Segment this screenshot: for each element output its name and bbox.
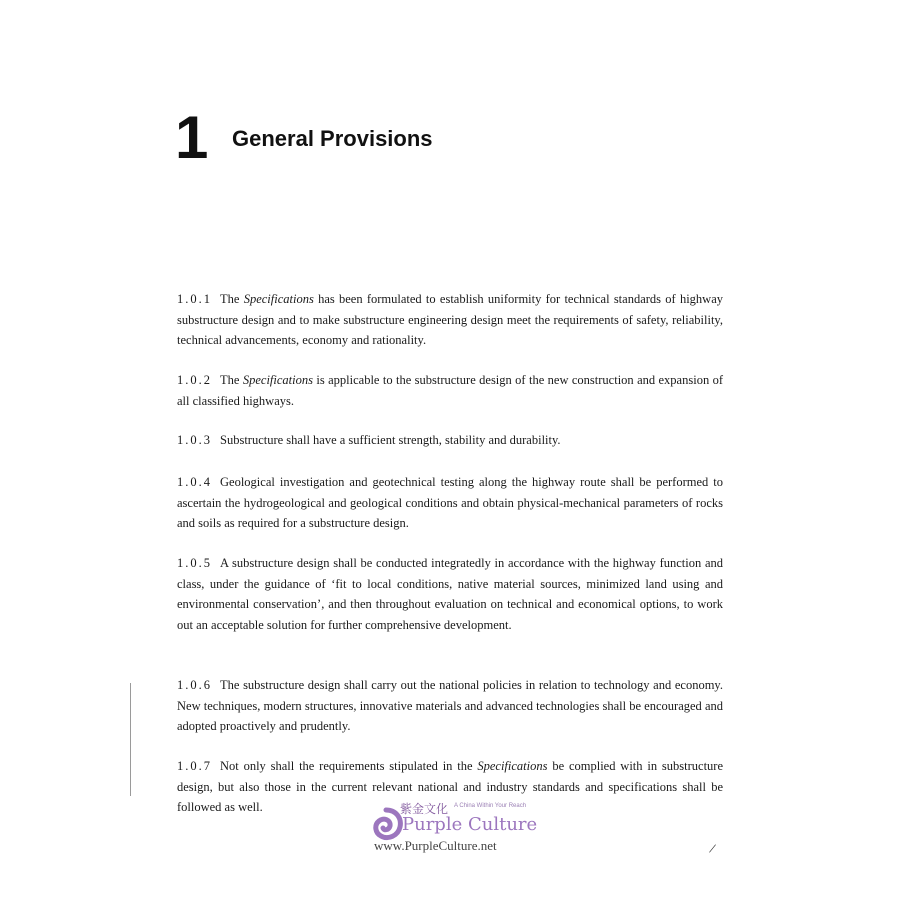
margin-line [130,683,131,796]
chapter-title: General Provisions [232,126,433,151]
clause-number: 1.0.7 [177,759,212,773]
clause-1-0-6: 1.0.6 The substructure design shall carry out the national policies in relation to technology and economy. New techniques, modern structures, innovative materials and advanced technologies shall be encouraged and adopted proactively and prudently. [177,678,723,733]
clause-1-0-1: 1.0.1 The Specifications has been formulated to establish uniformity for technical standards of highway substructure design and to make substructure engineering design meet the requirements of safety, reliability, technical advancements, economy and rationality. [177,292,723,347]
clause-1-0-7: 1.0.7 Not only shall the requirements stipulated in the Specifications be complied with in substructure design, but also those in the current relevant national and industry standards and specifications shall be followed as well. [177,759,723,814]
clause-number: 1.0.1 [177,292,212,306]
watermark-tagline: A China Within Your Reach [454,803,527,809]
clause-number: 1.0.3 [177,433,212,447]
chapter-number: 1 [175,104,209,171]
clause-1-0-3: 1.0.3 Substructure shall have a sufficient strength, stability and durability. [177,433,561,447]
clause-number: 1.0.6 [177,678,212,692]
corner-mark: / [707,841,717,858]
clause-number: 1.0.2 [177,373,212,387]
watermark-url: www.PurpleCulture.net [374,838,497,853]
clause-1-0-5: 1.0.5 A substructure design shall be conducted integratedly in accordance with the highway function and class, under the guidance of ‘fit to local conditions, native material sources, minimized land using and environmental conservation’, and then throughout evaluation on technical and economical options, to work out an acceptable solution for further comprehensive development. [177,556,723,632]
clause-1-0-2: 1.0.2 The Specifications is applicable to the substructure design of the new construction and expansion of all classified highways. [177,373,724,408]
purple-culture-watermark [358,800,568,860]
clause-number: 1.0.5 [177,556,212,570]
clause-number: 1.0.4 [177,475,212,489]
clause-1-0-4: 1.0.4 Geological investigation and geotechnical testing along the highway route shall be performed to ascertain the hydrogeological and geological conditions and obtain physical-mechanical parameters of rocks and soils as required for a substructure design. [177,475,723,530]
watermark-brand: Purple Culture [402,814,538,835]
watermark-chinese-name: 紫金文化 [400,802,449,816]
